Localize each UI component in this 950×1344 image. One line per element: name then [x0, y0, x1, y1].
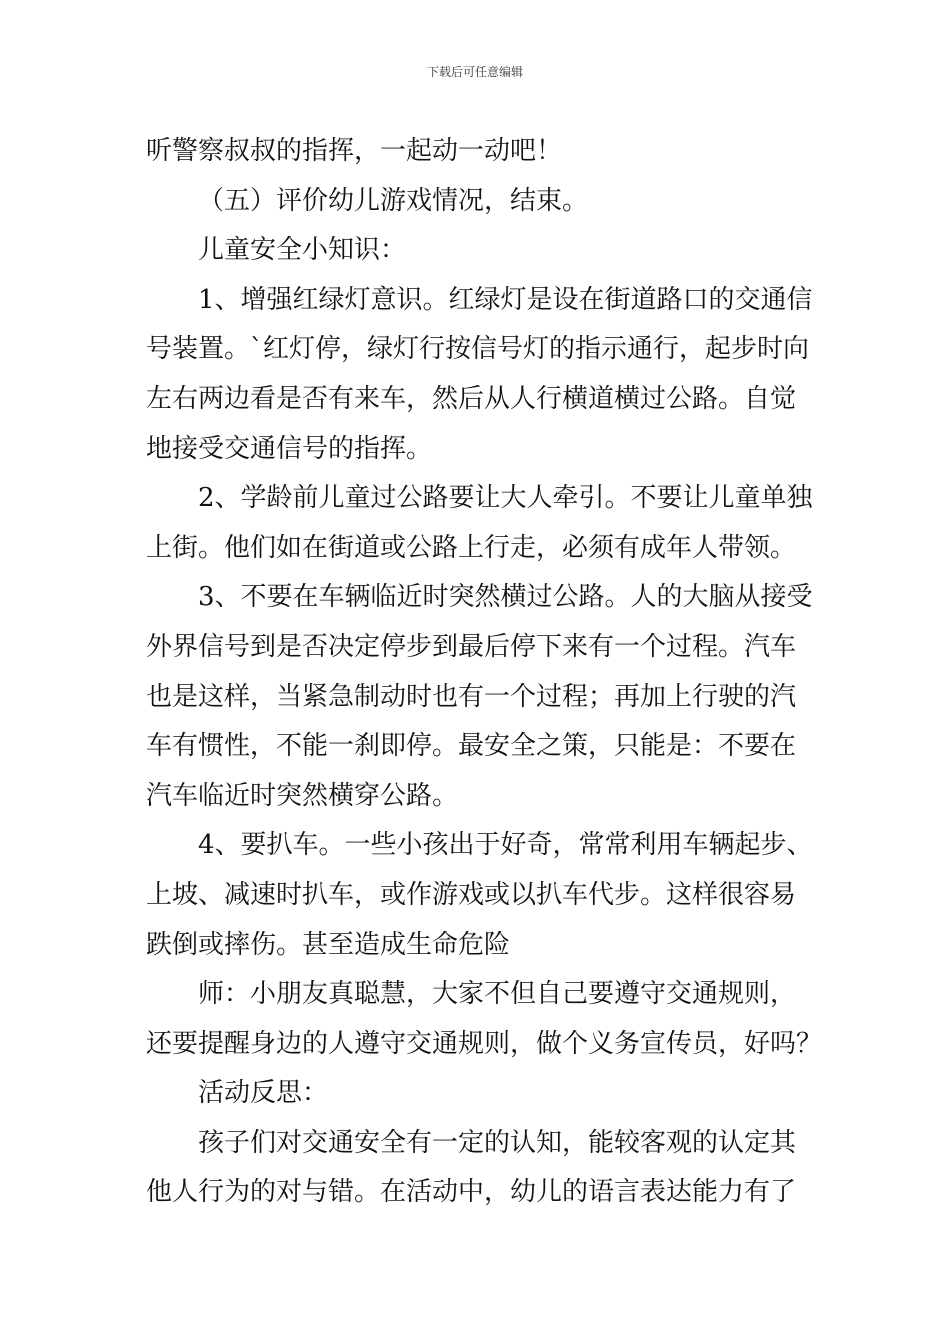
text-line: 1、增强红绿灯意识。红绿灯是设在街道路口的交通信	[198, 284, 813, 315]
text-line: 3、不要在车辆临近时突然横过公路。人的大脑从接受	[198, 582, 813, 613]
text-line: 2、学龄前儿童过公路要让大人牵引。不要让儿童单独	[198, 483, 813, 514]
text-line: 车有惯性，不能一刹即停。最安全之策，只能是：不要在	[146, 731, 797, 762]
text-line: 上坡、减速时扒车，或作游戏或以扒车代步。这样很容易	[146, 879, 797, 910]
text-line: （五）评价幼儿游戏情况，结束。	[198, 185, 589, 216]
text-line: 活动反思：	[198, 1078, 329, 1109]
text-line: 汽车临近时突然横穿公路。	[146, 780, 459, 811]
text-line: 他人行为的对与错。在活动中，幼儿的语言表达能力有了	[146, 1177, 797, 1208]
text-line: 孩子们对交通安全有一定的认知，能较客观的认定其	[198, 1127, 797, 1158]
text-line: 号装置。`红灯停，绿灯行按信号灯的指示通行，起步时向	[146, 334, 810, 365]
text-line: 也是这样，当紧急制动时也有一个过程；再加上行驶的汽	[146, 681, 797, 712]
document-body	[146, 127, 823, 1218]
text-line: 师：小朋友真聪慧，大家不但自己要遵守交通规则，	[198, 979, 797, 1010]
text-line: 跌倒或摔伤。甚至造成生命危险	[146, 929, 511, 960]
page-header: 下载后可任意编辑	[426, 65, 523, 79]
text-line: 还要提醒身边的人遵守交通规则，做个义务宣传员，好吗？	[146, 1028, 823, 1059]
text-line: 儿童安全小知识：	[198, 235, 407, 266]
text-line: 4、要扒车。一些小孩出于好奇，常常利用车辆起步、	[198, 830, 813, 861]
text-line: 上街。他们如在街道或公路上行走，必须有成年人带领。	[146, 532, 797, 563]
text-line: 听警察叔叔的指挥，一起动一动吧！	[146, 136, 563, 166]
text-line: 外界信号到是否决定停步到最后停下来有一个过程。汽车	[146, 631, 797, 662]
text-line: 左右两边看是否有来车，然后从人行横道横过公路。自觉	[146, 383, 797, 414]
text-line: 地接受交通信号的指挥。	[146, 433, 433, 464]
